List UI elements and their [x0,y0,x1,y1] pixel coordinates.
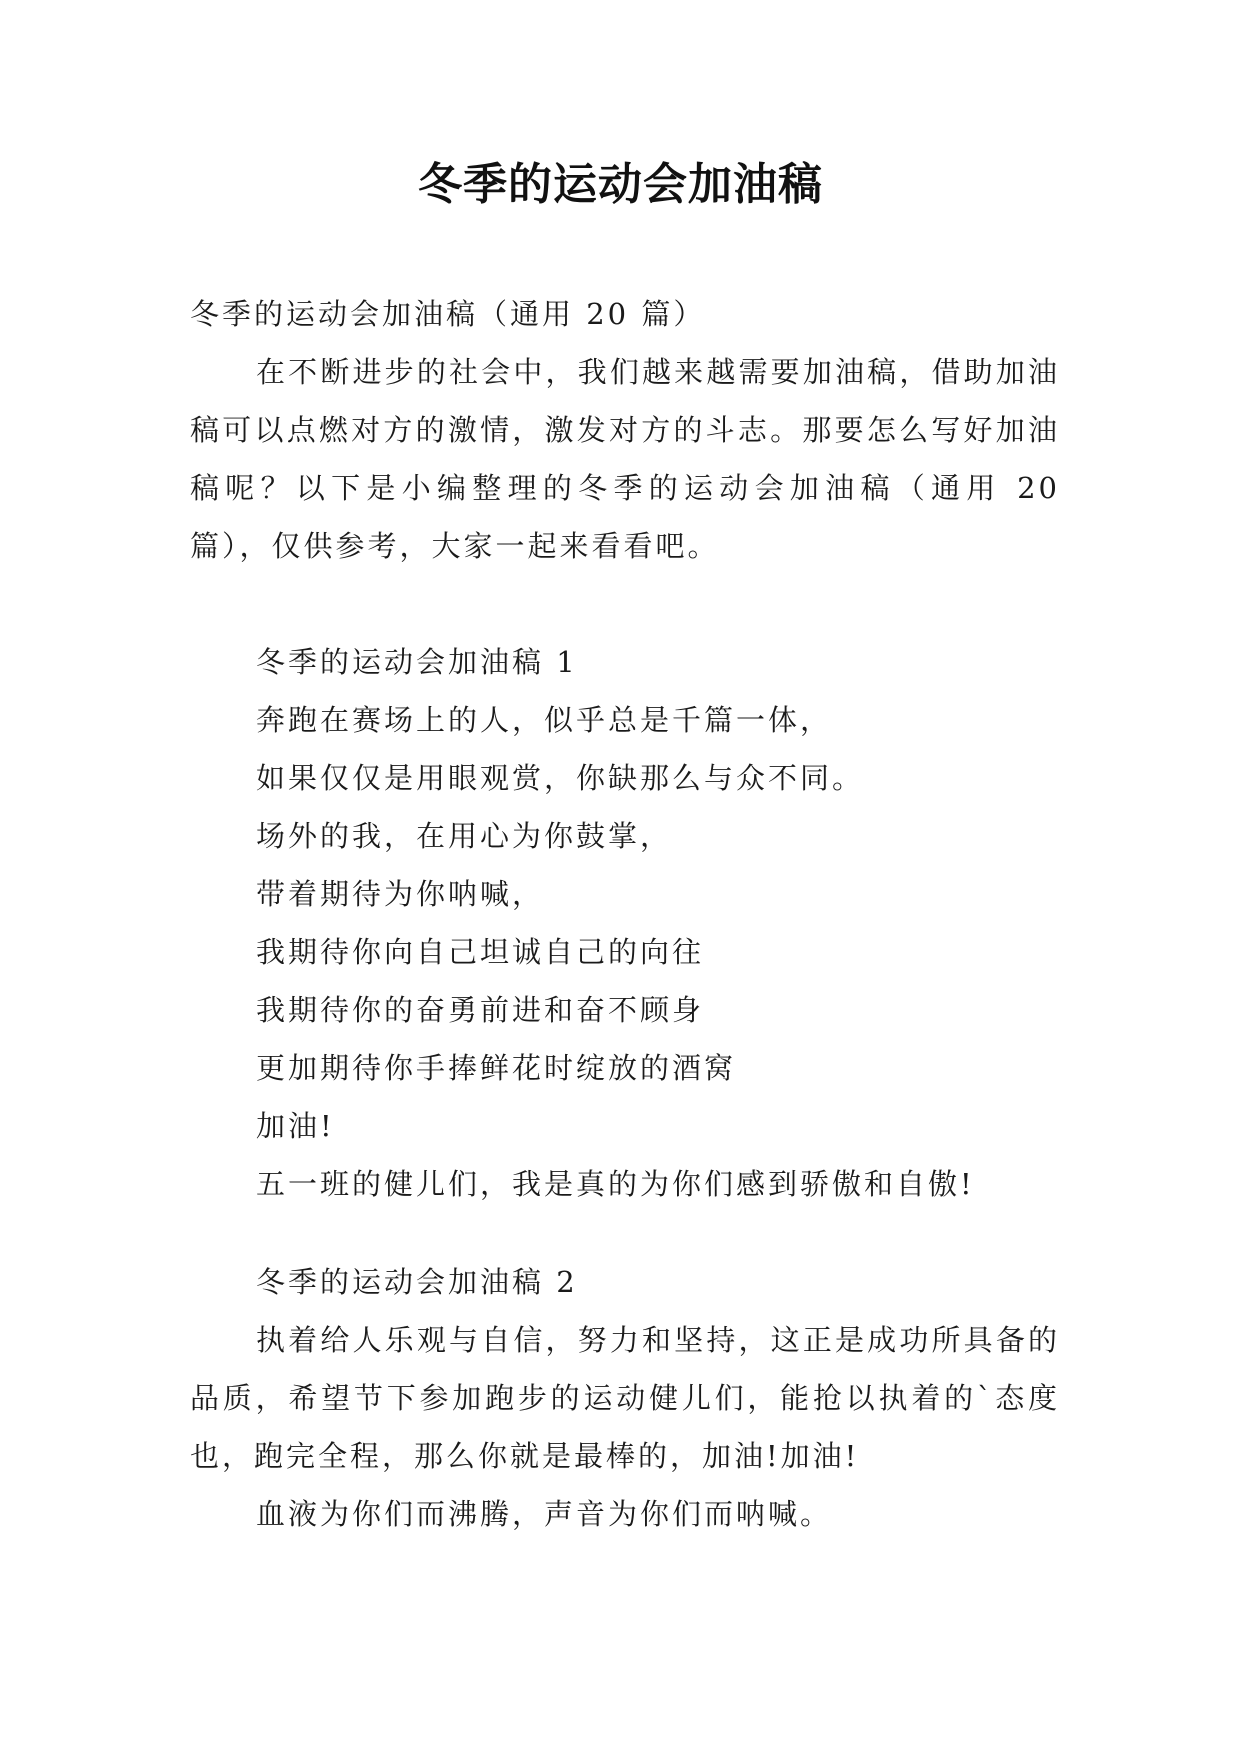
poem-line: 如果仅仅是用眼观赏，你缺那么与众不同。 [256,761,865,795]
poem-line: 带着期待为你呐喊， [256,877,545,911]
poem-line: 加油! [256,1109,335,1143]
document-body [190,285,1060,1543]
poem-line: 我期待你的奋勇前进和奋不顾身 [256,993,705,1027]
intro-paragraph: 在不断进步的社会中，我们越来越需要加油稿，借助加油稿可以点燃对方的激情，激发对方的斗志。那要怎么写好加油稿呢？以下是小编整理的冬季的运动会加油稿（通用 20 篇），仅供参考，大家一起来看看吧。 [190,355,1060,563]
document-subtitle: 冬季的运动会加油稿（通用 20 篇） [190,297,706,331]
poem-line: 奔跑在赛场上的人，似乎总是千篇一体， [256,703,833,737]
poem-line: 场外的我，在用心为你鼓掌， [256,819,673,853]
section-heading-1: 冬季的运动会加油稿 1 [256,645,578,679]
page-title: 冬季的运动会加油稿 [418,159,823,210]
section-heading-2: 冬季的运动会加油稿 2 [256,1265,578,1299]
poem-line: 五一班的健儿们，我是真的为你们感到骄傲和自傲! [256,1167,975,1201]
section-2-line: 血液为你们而沸腾，声音为你们而呐喊。 [256,1497,833,1531]
poem-line: 我期待你向自己坦诚自己的向往 [256,935,705,969]
section-2-paragraph: 执着给人乐观与自信，努力和坚持，这正是成功所具备的品质，希望节下参加跑步的运动健儿们，能抢以执着的`态度也，跑完全程，那么你就是最棒的，加油!加油! [190,1323,1060,1473]
poem-line: 更加期待你手捧鲜花时绽放的酒窝 [256,1051,737,1085]
